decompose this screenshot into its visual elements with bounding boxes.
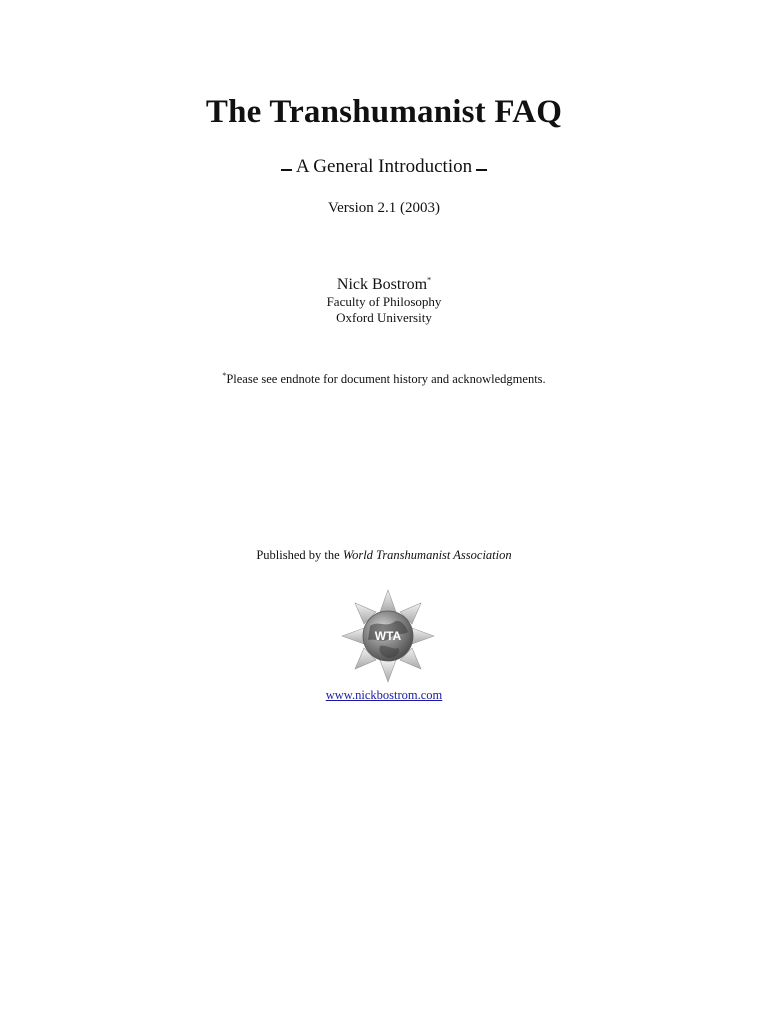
document-subtitle — [0, 156, 768, 178]
wta-star-globe-logo-icon — [338, 588, 438, 684]
logo-text: WTA — [374, 629, 402, 643]
author-name: Nick Bostrom — [336, 276, 428, 293]
author-affiliation-department: Faculty of Philosophy — [326, 294, 442, 309]
em-dash-right — [476, 169, 487, 171]
footnote — [0, 372, 768, 387]
document-title: The Transhumanist FAQ — [205, 94, 563, 130]
author-block — [0, 276, 768, 294]
footnote-text: Please see endnote for document history and acknowledgments. — [226, 372, 546, 386]
em-dash-left — [281, 169, 292, 171]
document-version: Version 2.1 (2003) — [327, 200, 441, 216]
wta-logo — [338, 588, 438, 684]
author-affiliation-university: Oxford University — [336, 310, 432, 325]
website-line — [0, 688, 768, 703]
footnote-marker: * — [222, 370, 227, 380]
website-link[interactable]: www.nickbostrom.com — [325, 688, 443, 702]
subtitle-text: A General Introduction — [295, 156, 473, 177]
publisher-name: World Transhumanist Association — [342, 548, 512, 562]
author-footnote-marker[interactable]: * — [427, 275, 432, 285]
publisher-prefix: Published by the — [256, 548, 340, 562]
publisher-line — [0, 548, 768, 563]
